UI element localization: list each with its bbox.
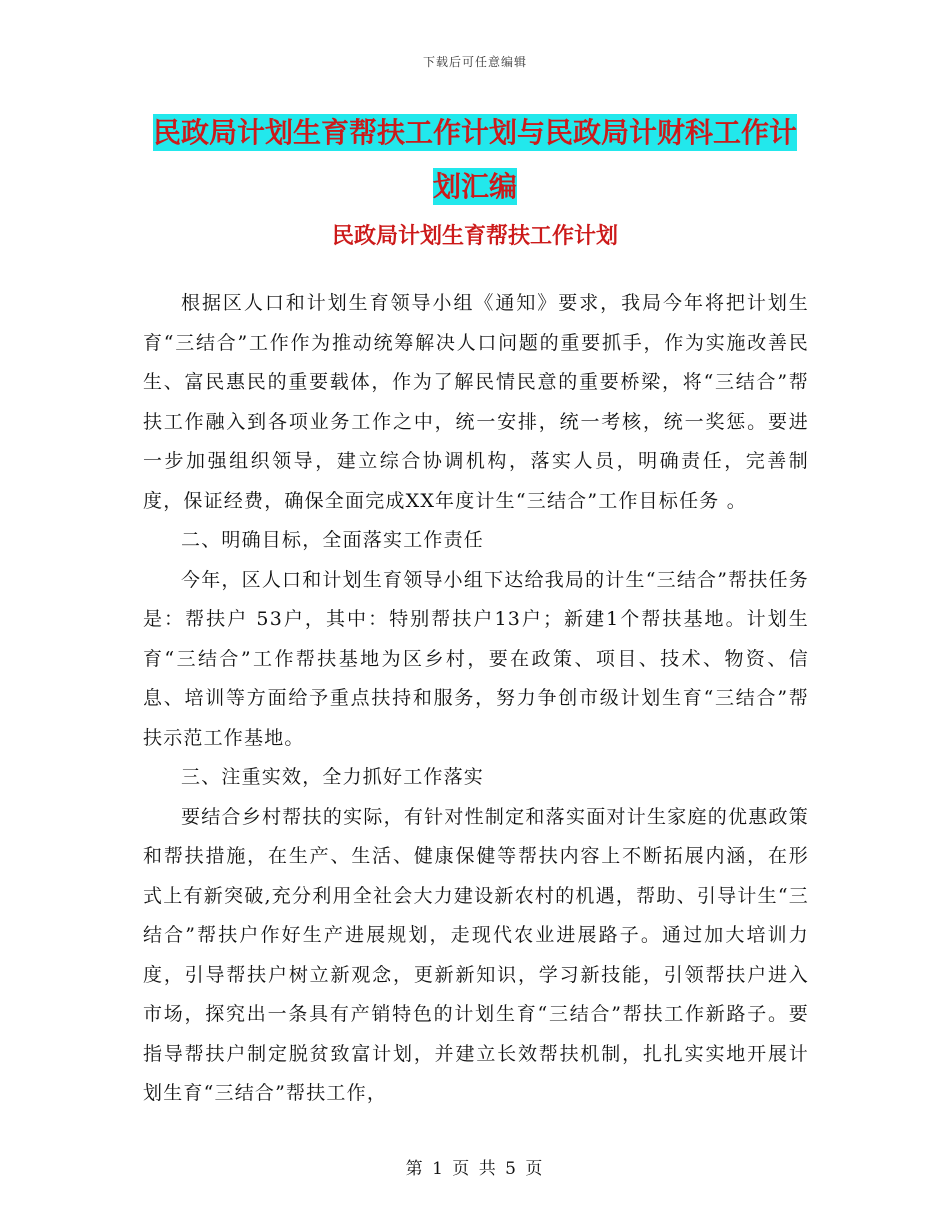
document-title-line-2: 划汇编: [432, 170, 517, 203]
header-note: 下载后可任意编辑: [422, 55, 527, 69]
paragraph-2: 今年，区人口和计划生育领导小组下达给我局的计生“三结合”帮扶任务是：帮扶户 53户，其中：特别帮扶户13户；新建1个帮扶基地。计划生育“三结合”工作帮扶基地为区乡村，要在政策、项目、技术、物资、信息、培训等方面给予重点扶持和服务，努力争创市级计划生育“三结合”帮扶示范工作基地。: [143, 568, 809, 749]
document-title-line-1: 民政局计划生育帮扶工作计划与民政局计财科工作计: [152, 116, 797, 149]
heading-2: 二、明确目标，全面落实工作责任: [181, 529, 485, 551]
section-title: 民政局计划生育帮扶工作计划: [331, 224, 618, 249]
page-footer: 第 1 页 共 5 页: [405, 1159, 545, 1179]
document-title: [150, 106, 800, 214]
heading-3: 三、注重实效，全力抓好工作落实: [181, 766, 485, 788]
paragraph-3: 要结合乡村帮扶的实际，有针对性制定和落实面对计生家庭的优惠政策和帮扶措施，在生产、生活、健康保健等帮扶内容上不断拓展内涵，在形式上有新突破,充分利用全社会大力建设新农村的机遇，帮助、引导计生“三结合”帮扶户作好生产进展规划，走现代农业进展路子。通过加大培训力度，引导帮扶户树立新观念，更新新知识，学习新技能，引领帮扶户进入市场，探究出一条具有产销特色的计划生育“三结合”帮扶工作新路子。要指导帮扶户制定脱贫致富计划，并建立长效帮扶机制，扎扎实实地开展计划生育“三结合”帮扶工作，: [143, 805, 809, 1104]
paragraph-1: 根据区人口和计划生育领导小组《通知》要求，我局今年将把计划生育“三结合”工作作为推动统筹解决人口问题的重要抓手，作为实施改善民生、富民惠民的重要载体，作为了解民情民意的重要桥梁，将“三结合”帮扶工作融入到各项业务工作之中，统一安排，统一考核，统一奖惩。要进一步加强组织领导，建立综合协调机构，落实人员，明确责任，完善制度，保证经费，确保全面完成XX年度计生“三结合”工作目标任务 。: [143, 292, 809, 512]
body-text: [143, 284, 809, 1114]
